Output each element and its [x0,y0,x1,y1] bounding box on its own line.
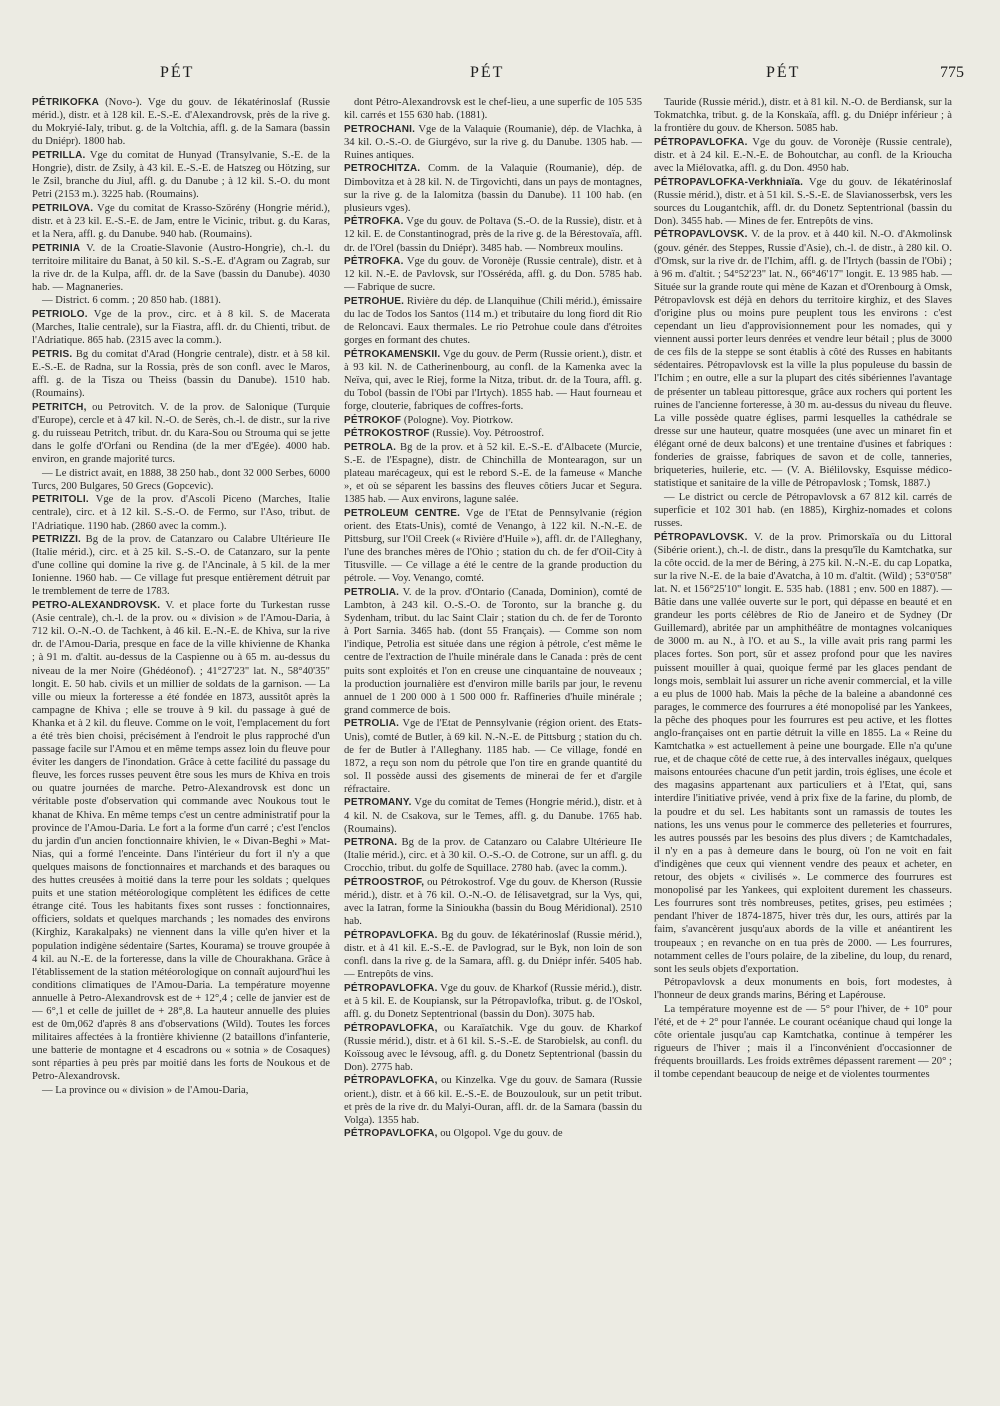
dictionary-entry [344,929,642,981]
dictionary-entry [32,96,330,148]
entry-text: Comm. de la Valaquie (Roumanie), dép. de Dimbovitza et à 28 kil. N. de Tirgovichti, dans un pays de montagnes, sur la rive g. de la Ialomitza (bassin du Danube). 11 100 hab. (en plusieurs vges). [344,163,642,214]
entry-headword: PETRINIA [32,242,81,254]
entry-text: Vge du comitat de Krasso-Szörény (Hongrie mérid.), distr. et à 23 kil. E.-S.-E. de Jam, entre le Vicinic, tribut. g. du Karas, et la Nera, affl. g. du Danube. 940 hab. (Roumains). [32,202,330,240]
dictionary-entry [344,836,642,875]
entry-text: Tauride (Russie mérid.), distr. et à 81 kil. N.-O. de Berdiansk, sur la Tokmatchka, tribut. g. de la Konskaïa, affl. g. du Dniépr inférieur ; à la frontière du gouv. de Kherson. 5085 hab. [654,97,952,135]
dictionary-entry [344,796,642,835]
entry-text: (Novo-). Vge du gouv. de Iékatérinoslaf (Russie mérid.), distr. et à 128 kil. E.-S.-E. d'Alexandrovsk, près de la rive g. du Mokryié-Ialy, tribut. g. de la Voltchia, affl. g. de la Samara (bassin du Dniépr). 1800 hab. [32,97,330,148]
entry-text: (Pologne). Voy. Piotrkow. [403,414,514,426]
entry-headword: PETRILOVA. [32,202,94,214]
entry-text: Vge du comitat de Temes (Hongrie mérid.), distr. et à 4 kil. N. de Csakova, sur le Temes, affl. g. du Danube. 1765 hab. (Roumains). [344,797,642,835]
entry-headword: PÉTROPAVLOFKA-Verkhniaïa. [654,176,804,188]
dictionary-entry [32,401,330,466]
entry-note [32,1084,330,1097]
entry-headword: PÉTROPAVLOFKA, [344,1075,438,1087]
dictionary-entry [344,414,642,427]
entry-note [32,467,330,493]
dictionary-entry [344,586,642,717]
dictionary-entry [344,255,642,294]
entry-text: Bg du comitat d'Arad (Hongrie centrale), distr. et à 58 kil. E.-S.-E. de Radna, sur la Rossia, près de son confl. avec le Maros, affl. g. de la Tisza ou Theiss (bassin du Danube). 1510 hab. (Roumains). [32,348,330,400]
dictionary-entry [654,136,952,175]
entry-note [654,1003,952,1082]
entry-note [654,976,952,1002]
entry-headword: PÉTROKOF [344,414,402,426]
dictionary-entry [344,876,642,928]
entry-text: ou Karaïatchik. Vge du gouv. de Kharkof (Russie mérid.), distr. et à 61 kil. S.-S.-E. de Starobielsk, au confl. du Koïssoug avec le Iévsoug, affl. g. du Donetz Septentrional (bassin du Don). 2775 hab. [344,1022,642,1073]
entry-text: (Russie). Voy. Pétroostrof. [432,428,545,440]
entry-text: Vge du gouv. de Kharkof (Russie mérid.), distr. et à 5 kil. E. de Koupiansk, sur la Pétropavlofka, tribut. g. de l'Oskol, affl. g. du Donetz Septentrional (bassin du Don). 3075 hab. [344,982,642,1020]
entry-headword: PÉTROPAVLOFKA. [654,136,748,148]
entry-headword: PÉTROPAVLOFKA. [344,982,438,994]
dictionary-entry [344,295,642,347]
entry-note [654,96,952,135]
entry-headword: PÉTROKAMENSKII. [344,348,441,360]
entry-text: Vge de la Valaquie (Roumanie), dép. de Vlachka, à 34 kil. O.-S.-O. de Giurgévo, sur la rive g. du Danube. 1305 hab. — Ruines antiques. [344,123,642,161]
entry-text: Vge de l'Etat de Pennsylvanie (région orient. des Etats-Unis), comté de Butler, à 69 kil. N.-N.-E. de Pittsburg ; station du ch. de fer de Butler à l'Alleghany. 1185 hab. — Ce village, fondé en 1872, a reçu son nom du pétrole que l'on tire en grande quantité du sol. Il possède aussi des gisements de minerai de fer et d'argile réfractaire. [344,718,642,795]
text-column-1 [32,96,330,1366]
entry-headword: PETROCHITZA. [344,163,421,175]
dictionary-entry [32,533,330,598]
dictionary-entry [344,1074,642,1126]
entry-headword: PETROLIA. [344,718,400,730]
entry-text: Bg de la prov. de Catanzaro ou Calabre Ultérieure IIe (Italie mérid.), circ. et à 30 kil. O.-S.-O. de Cotrone, sur un affl. g. du Crocchio, tribut. du golfe de Squillace. 2780 hab. (avec la comm.). [344,837,642,875]
dictionary-entry [344,982,642,1021]
running-head-middle: PÉT [470,64,505,81]
entry-headword: PÉTROPAVLOVSK. [654,531,748,543]
entry-headword: PETROMANY. [344,797,412,809]
entry-text: Vge du gouv. de Iékatérinoslaf (Russie mérid.), distr. et à 51 kil. S.-S.-E. de Slavianosserbsk, vers les sources du Lougantchik, affl. dr. du Donetz Septentrional (bassin du Don). 3455 hab. — Mines de fer. Entrepôts de vins. [654,176,952,227]
entry-text: — Le district ou cercle de Pétropavlovsk a 67 812 kil. carrés de superficie et 102 301 hab. (en 1885), Kirghiz-nomades et colons russes. [654,491,952,529]
running-head-left: PÉT [160,64,195,81]
entry-headword: PETRIS. [32,348,73,360]
entry-text: — District. 6 comm. ; 20 850 hab. (1881). [42,295,221,307]
dictionary-entry [344,441,642,506]
entry-note [32,294,330,307]
dictionary-entry [344,1127,642,1140]
entry-text: V. de la prov. et à 440 kil. N.-O. d'Akmolinsk (gouv. génér. des Steppes, Russie d'Asie), ch.-l. de distr., à 280 kil. O. d'Omsk, sur la rive dr. de l'Ichim, affl. g. de l'Irtych (bassin de l'Obi) ; à 96 m. d'altit. ; 54°52'23" lat. N., 66°46'17" longit. E. 13 985 hab. — Située sur la grande route qui mène de Kazan et d'Orenbourg à Omsk, Pétropavlovsk est déjà en dehors du territoire kirghiz, et des Slaves d'origine plus ou moins pure peuplent tous les environs : c'est cependant un lieu d'approvisionnement pour les nomades, qui y viennent aussi porter leurs denrées et vendre leur bétail ; plus de 3000 de ces fils de la steppe se sont établis à côté des Russes en habitants sédentaires. Pétropavlovsk est la ville la plus populeuse du bassin de l'Ichim ; en outre, elle a sur la plupart des cités sibériennes l'avantage de présenter un tableau pittoresque, grâce aux rochers qui portent les ruines de l'ancienne forteresse, à 30 m. au-dessus du niveau du fleuve. La ville possède quatre églises, parmi lesquelles la cathédrale se dresse sur une hauteur, quatre mosquées (une avec un minaret fin et élégant orné de deux balcons) et une trentaine d'usines et fabriques : fonderies de graisse, fabriques de savon et de colle, tanneries, briqueteries, huilerie, etc. — (V. A. Biélilovsky, Esquisse médico-statistique et sanitaire de la ville de Pétropavlosk ; Tomsk, 1887.) [654,229,952,490]
dictionary-entry [654,228,952,490]
entry-text: ou Petrovitch. V. de la prov. de Salonique (Turquie d'Europe), cercle et à 47 kil. N.-O. de Serès, ch.-l. de distr., sur la rive g. du ruisseau Petritch, tribut. dr. du Kara-Sou ou Strouma qui se jette dans le golfe d'Orfani ou Rendina (de la mer d'Egée). 4000 hab. environ, en grande majorité turcs. [32,401,330,466]
entry-text: Pétropavlovsk a deux monuments en bois, fort modestes, à l'honneur de deux grands marins, Béring et Lapérouse. [654,977,952,1002]
entry-headword: PÉTROOSTROF, [344,877,425,889]
entry-text: V. de la prov. Primorskaïa ou du Littoral (Sibérie orient.), ch.-l. de distr., dans la presqu'île du Kamtchatka, sur la côte occid. de la mer de Béring, à 275 kil. N.-N.-E. du cap Lopatka, sur la rive N.-E. de la baie d'Avatcha, à 10 m. d'altit. (Wild) ; 53°0'58" lat. N. et 156°25'10" longit. E. 535 hab. (1881 ; env. 500 en 1887). — Bâtie dans une vallée ouverte sur le port, qui dépasse en beauté et en grandeur les ports célèbres de Rio de Janeiro et de Sydney (Dr Guillemard), abritée par un amphithéâtre de montagnes volcaniques de 3000 m. au N., à l'O. et au S., la ville avait pris rang parmi les places fortes. Son port, sûr et assez profond pour que les navires puissent mouiller à quai, quoique fermé par les glaces pendant de longs mois, semblait lui assurer un riche avenir commercial, et la ville a eu plus de 1000 hab. Mais la pêche de la baleine a abandonné ces parages, le commerce des fourrures a été monopolisé par les Yankees, la pêche des phoques pour les fourrures est peu active, et les flottes anglo-françaises ont en partie détruit la ville en 1855. La « Reine du Kamtchatka » est actuellement à peine une bourgade. Elle n'a qu'une rue, et de chaque côté de cette rue, à des intervalles inégaux, quelques maisons entourées chacune d'un petit jardin, trois églises, une école et des magasins appartenant aux particuliers et à l'Etat, qui, sans interdire l'initiative privée, vend à prix fixe de la farine, du plomb, de la poudre et du sel. Les habitants sont un ramassis de toutes les nations, les uns venus pour le commerce des pelleteries et fourrures, les autres poussés par les besoins des plus divers ; de Kamtchadales, il n'y en a pas à demeure dans le bourg, où l'on ne voit en fait d'indigènes que ceux qui viennent vendre des peaux et acheter, en retour, des objets « civilisés ». Le commerce des fourrures est monopolisé par les Yankees, qui exploitent durement les chasseurs. Les fourrures sont très nombreuses, petites, grises, peu estimées ; pendant l'hiver de 1874-1875, hiver très dur, les ours, attirés par la faim, s'avancèrent jusqu'aux abords de la ville et anéantirent les troupeaux ; en revanche on en tua près de 2000. — Les fourrures, notamment celles de l'ours polaire, de la zibeline, du loup, du renard, sont les seuls objets d'exportation. [654,531,952,975]
entry-text: La température moyenne est de — 5° pour l'hiver, de + 10° pour l'été, et de + 2° pour l'année. Le courant océanique chaud qui longe la côte orientale jusqu'au cap Kamtchatka, continue à tempérer les rigueurs de l'hiver ; mais il a l'inconvénient d'occasionner de fréquents brouillards. Les froids extrêmes dépassent rarement — 20° ; il tombe cependant beaucoup de neige et de violentes tourmentes [654,1003,952,1081]
text-column-2 [344,96,642,1366]
running-head-right: PÉT [766,64,801,81]
dictionary-entry [32,308,330,347]
entry-headword: PETROLIA. [344,586,400,598]
entry-text: Vge de la prov., circ. et à 8 kil. S. de Macerata (Marches, Italie centrale), sur la Fiastra, affl. dr. du Chienti, tribut. de l'Adriatique. 865 hab. (2315 avec la comm.). [32,309,330,347]
entry-headword: PETRIZZI. [32,534,82,546]
entry-headword: PETRO-ALEXANDROVSK. [32,600,161,612]
dictionary-entry [32,493,330,532]
entry-text: Bg de la prov. et à 52 kil. E.-S.-E. d'Albacete (Murcie, S.-E. de l'Espagne), distr. de Chinchilla de Montearagon, sur un plateau marécageux, qui est le rebord S.-E. de la fameuse « Manche », et où se séparent les bassins des fleuves côtiers Jucar et Segura. 1385 hab. — Aux environs, lagune salée. [344,441,642,506]
entry-headword: PÉTRIKOFKA [32,97,99,108]
dictionary-entry [344,348,642,413]
entry-headword: PETRITCH, [32,401,87,413]
dictionary-entry [344,427,642,440]
page-number: 775 [940,64,964,81]
entry-headword: PÉTROFKA. [344,216,404,228]
entry-text: ou Pétrokostrof. Vge du gouv. de Kherson (Russie mérid.), distr. et à 76 kil. O.-N.-O. de Iélisavetgrad, sur la Vys, qui, avec la Iatran, forme la Sinioukha (bassin du Boug Méridional). 2510 hab. [344,877,642,928]
entry-text: — Le district avait, en 1888, 38 250 hab., dont 32 000 Serbes, 6000 Turcs, 200 Bulgares, 50 Grecs (Gopcevic). [32,467,330,492]
entry-text: V. de la Croatie-Slavonie (Austro-Hongrie), ch.-l. du territoire militaire du Banat, à 50 kil. S.-S.-E. d'Agram ou Zagrab, sur la rive dr. de la Kulpa, affl. dr. de la Save (bassin du Danube). 4030 hab. — Magnaneries. [32,242,330,293]
entry-text: Vge du gouv. de Voronèje (Russie centrale), distr. et à 12 kil. N.-E. de Pavlovsk, sur l'Osséréda, affl. g. du Don. 5785 hab. — Fabrique de sucre. [344,256,642,294]
dictionary-entry [32,202,330,241]
dictionary-entry [344,162,642,214]
entry-headword: PÉTROPAVLOFKA. [344,929,438,941]
dictionary-entry [344,717,642,796]
dictionary-entry [32,599,330,1083]
entry-note [344,96,642,122]
entry-headword: PETROLA. [344,441,397,453]
entry-headword: PETRITOLI. [32,494,89,506]
entry-headword: PÉTROFKA. [344,256,404,268]
entry-text: dont Pétro-Alexandrovsk est le chef-lieu, a une superfic de 105 535 kil. carrés et 155 630 hab. (1881). [344,97,642,122]
dictionary-entry [344,1022,642,1074]
entry-text: Bg de la prov. de Catanzaro ou Calabre Ultérieure IIe (Italie mérid.), circ. et à 25 kil. S.-S.-O. de Catanzaro, sur la pente d'une colline qui domine la rive g. de l'Ancinale, à 5 kil. de la mer Ionienne. 1960 hab. — Ce village fut presque entièrement détruit par le tremblement de terre de 1783. [32,534,330,598]
entry-text: Vge de l'Etat de Pennsylvanie (région orient. des Etats-Unis), comté de Venango, à 122 kil. N.-N.-E. de Pittsburg, sur l'Oil Creek (« Rivière d'Huile »), affl. dr. de l'Alleghany, l'une des branches mères de l'Ohio ; station du ch. de fer d'Oil-City à Titusville. — Ce village a été le centre de la grande production du pétrole. — Voy. Venango, comté. [344,507,642,585]
dictionary-entry [32,348,330,400]
entry-headword: PÉTROPAVLOVSK. [654,229,748,241]
entry-text: V. et place forte du Turkestan russe (Asie centrale), ch.-l. de la prov. ou « division » de l'Amou-Daria, à 712 kil. O.-N.-O. de Tachkent, à 46 kil. E.-N.-E. de Khiva, sur la rive dr. de l'Amou-Daria, presque en face de la ville khivienne de Khanka ; à 91 m. d'altit. au-dessus de la Caspienne ou à 65 m. au-dessus du niveau de la mer Noire (Ghédéonof). ; 41°27'23" lat. N., 58°40'35" longit. E. 50 hab. civils et un millier de soldats de la garnison. — La ville ou mieux la forteresse a été fondée en 1873, aussitôt après la campagne de Khiva ; elle se trouve à 9 kil. du passage à gué de Khanka et à 2 kil. du fleuve. Comme on le voit, l'emplacement du fort a été très bien choisi, précisément à l'endroit le plus rapproché d'un passage facile sur l'Amou et en même temps assez loin du fleuve pour éviter les dangers de l'inondation. Grâce à cette facilité du passage du fleuve, les forces russes peuvent être sous les murs de Khiva en trois ou quatre journées de marche. Petro-Alexandrovsk est donc un véritable poste d'observation qui commande avec Noukous tout le khanat de Khiva. En même temps c'est un centre administratif pour la province de l'Amou-Daria. Le fort a la forme d'un carré ; c'est l'enclos du jardin d'un ancien fonctionnaire khivien, le « Divan-Beghi » Mat-Nias, qui a formé l'enceinte. Dans l'intérieur du fort il n'y a que quelques maisons de fonctionnaires et marchands et des baraques ou des huttes creusées à moitié dans la terre pour les soldats ; quelques puits et une station météorologique complètent les édifices de cette étrange cité. Tous les habitants fixes sont russes : fonctionnaires, officiers, soldats et quelques marchands ; les nomades des environs (Kirghiz, Karakalpaks) ne viennent dans la ville qu'en hiver et la population indigène sédentaire (Sartes, Kourama) se trouve groupée à 4 kil. au N.-E. de la forteresse, dans la ville de Chourakhana. Grâce à l'établissement de la station météorologique on connaît aujourd'hui les conditions climatiques de l'Amou-Daria. La température moyenne annuelle à Petro-Alexandrovsk est de + 12°,4 ; celle de janvier est de — 6°,1 et celle de juillet de + 28°,8. La hauteur annuelle des pluies est de 0m,062 d'après 8 ans d'observations (Wild). Toutes les forces militaires affectées à la frontière khivienne (2 bataillons d'infanterie, une batterie de montagne et 4 escadrons ou « sotnia » de Cosaques) sont réparties à peu près par moitié dans les forts de Noukous et de Petro-Alexandrovsk. [32,600,330,1083]
entry-text: ou Olgopol. Vge du gouv. de [440,1128,563,1140]
entry-headword: PÉTROPAVLOFKA, [344,1022,438,1034]
dictionary-entry [344,507,642,586]
entry-text: Bg du gouv. de Iékatérinoslaf (Russie mérid.), distr. et à 41 kil. E.-S.-E. de Pavlograd, sur le Byk, non loin de son confl. dans la rive g. de la Samara, affl. g. du Dniépr infér. 5405 hab. — Entrepôts de vins. [344,929,642,981]
entry-headword: PETROCHANI. [344,123,416,135]
entry-headword: PETRIOLO. [32,309,88,320]
entry-headword: PETROLEUM CENTRE. [344,507,461,519]
entry-text: ou Kinzelka. Vge du gouv. de Samara (Russie orient.), distr. et à 66 kil. E.-S.-E. de Bouzoulouk, sur un petit tribut. et près de la rive dr. du Malyi-Ouran, affl. dr. de la Samara (bassin du Volga). 1355 hab. [344,1075,642,1126]
entry-text: Vge du gouv. de Poltava (S.-O. de la Russie), distr. et à 12 kil. E. de Constantinograd, près de la rive g. de la Bérestovaïa, affl. dr. de l'Orel (bassin du Dniépr). 3485 hab. — Nombreux moulins. [344,216,642,254]
entry-text: Vge de la prov. d'Ascoli Piceno (Marches, Italie centrale), circ. et à 12 kil. S.-S.-O. de Fermo, sur l'Aso, tribut. de l'Adriatique. 1190 hab. (2860 avec la comm.). [32,494,330,532]
entry-text: V. de la prov. d'Ontario (Canada, Dominion), comté de Lambton, à 243 kil. O.-S.-O. de Toronto, sur la branche g. du Sydenham, tribut. du lac Saint Clair ; station du ch. de fer de Toronto à Port Sarnia. 3465 hab. (dont 55 Français). — Comme son nom l'indique, Petrolia est située dans une région à pétrole, c'est même le centre de l'extraction de l'huile minérale dans le Canada : près de cent puits sont exploités et l'on en creuse une cinquantaine de nouveaux ; la production journalière est d'environ mille barils par jour, le revenu annuel de 1 200 000 à 1 500 000 fr. Raffineries d'huile minérale ; grand commerce de bois. [344,586,642,716]
entry-headword: PETRILLA. [32,149,86,161]
dictionary-entry [344,215,642,254]
entry-headword: PETRONA. [344,837,398,849]
entry-text: — La province ou « division » de l'Amou-Daria, [42,1085,249,1097]
dictionary-entry [654,531,952,976]
entry-text: Vge du comitat de Hunyad (Transylvanie, S.-E. de la Hongrie), distr. de Zsily, à 43 kil. E.-S.-E. de Hatszeg ou Hötzing, sur le Zsil, branche du Jiul, affl. g. du Danube ; à 12 kil. S.-O. du mont Petri (2153 m.). 3225 hab. (Roumains). [32,149,330,201]
entry-text: Rivière du dép. de Llanquihue (Chili mérid.), émissaire du lac de Todos los Santos (114 m.) et tributaire du long fiord dit Rio de Reloncavi. Eaux thermales. Le rio Petrohue coule dans d'étroites gorges en formant des chutes. [344,295,642,347]
entry-text: Vge du gouv. de Voronèje (Russie centrale), distr. et à 24 kil. E.-N.-E. de Bohoutchar, au confl. de la Krioucha avec la Miélovatka, affl. g. du Don. 4950 hab. [654,136,952,174]
entry-headword: PETROHUE. [344,295,405,307]
dictionary-entry [344,123,642,162]
text-column-3 [654,96,952,1366]
entry-headword: PÉTROKOSTROF [344,428,430,440]
dictionary-entry [32,242,330,294]
dictionary-entry [654,176,952,228]
entry-note [654,491,952,530]
dictionary-entry [32,149,330,201]
entry-headword: PÉTROPAVLOFKA, [344,1128,438,1140]
entry-text: Vge du gouv. de Perm (Russie orient.), distr. et à 93 kil. N. de Catherinenbourg, au confl. de la Kamenka avec la Neïva, qui, avec le Riej, forme la Nitza, tribut. dr. de la Toura, affl. g. du Tobol (bassin de l'Obi par l'Irtych). 1855 hab. — Haut fourneau et forge, clouterie, fabriques de coffres-forts. [344,348,642,413]
